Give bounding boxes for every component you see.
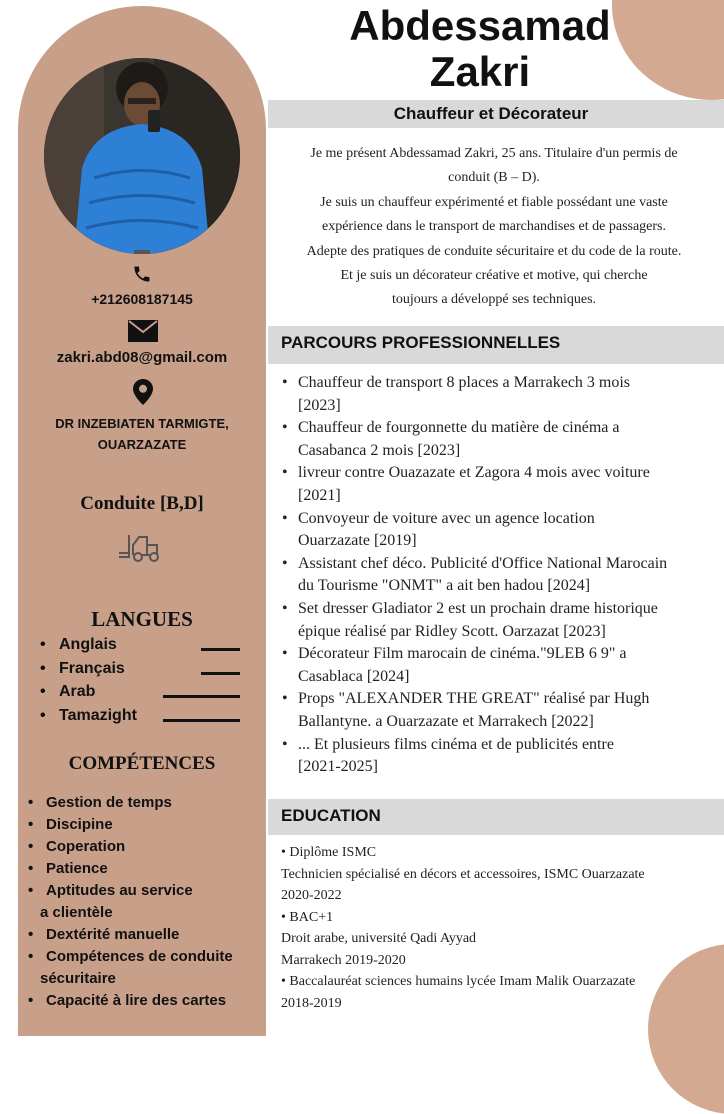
bullet: • [28,816,34,833]
language-item [40,636,260,660]
driving-license: Conduite [B,D] [80,493,204,514]
about-line: Adepte des pratiques de conduite sécuritaire et du code de la route. [306,243,682,259]
bullet: • [282,509,288,527]
experience-line: Chauffeur de fourgonnette du matière de cinéma a [298,419,620,437]
bullet: • [40,636,46,653]
bullet: • [28,926,34,943]
language-item [40,660,260,684]
job-title-bar [268,100,724,128]
bullet: • [282,554,288,572]
language-name: Tamazight [59,706,137,724]
experience-item [282,372,712,417]
bullet: • [282,735,288,753]
education-line: 2020-2022 [281,888,342,903]
language-item [40,683,260,707]
experience-item [282,643,712,688]
skill-item-continued: sécuritaire [40,970,116,987]
education-line: 2018-2019 [281,995,342,1011]
skill-item [28,880,262,902]
language-level-bar [163,719,240,722]
experience-line: Casabanca 2 mois [2023] [298,441,461,459]
bullet: • [282,464,288,482]
skill-item-continued: a clientèle [40,904,113,921]
about-line: Et je suis un décorateur créative et motive, qui cherche [340,268,648,284]
experience-line: Ballantyne. a Ouarzazate et Marrakech [2022] [298,712,594,730]
about-line: toujours a développé ses techniques. [391,292,597,308]
language-item [40,707,260,731]
language-name: Anglais [59,636,117,653]
languages-title: LANGUES [91,607,193,631]
bullet: • [282,374,288,391]
experience-line: [2021-2025] [298,758,378,776]
education-title: EDUCATION [281,806,381,825]
language-name: Arab [59,683,96,700]
experience-line: du Tourisme "ONMT" a ait ben hadou [2024] [298,577,591,595]
skill-item [28,814,262,836]
education-list [281,842,712,1014]
about-section [272,142,716,313]
bullet: • [282,690,288,708]
address-line-1: DR INZEBIATEN TARMIGTE, [55,416,229,431]
education-header-bar [268,799,724,835]
experience-title: PARCOURS PROFESSIONNELLES [281,333,561,352]
skill-item [28,924,262,946]
experience-line: Casablaca [2024] [298,667,410,685]
bullet: • [28,794,34,811]
forklift-icon [116,530,166,564]
bullet: • [28,838,34,855]
bullet: • [40,659,46,677]
experience-line: Set dresser Gladiator 2 est un prochain drame historique [298,599,658,617]
skill-text: Aptitudes au service [46,882,193,899]
about-line: expérience dans le transport de marchandises et de passagers. [321,219,667,235]
experience-item [282,734,712,779]
about-line: Je me présent Abdessamad Zakri, 25 ans. Titulaire d'un permis de [310,146,678,161]
skills-title: COMPÉTENCES [68,753,216,774]
education-line: Marrakech 2019-2020 [281,952,406,968]
education-line: • Baccalauréat sciences humains lycée Imam Malik Ouarzazate [281,974,636,989]
profile-photo [44,58,240,254]
bullet: • [28,948,34,965]
bullet: • [28,992,34,1009]
experience-item [282,508,712,553]
skills-list [28,792,262,1012]
bullet: • [40,706,46,724]
experience-item [282,462,712,507]
phone-icon [130,262,154,286]
bullet: • [282,599,288,617]
language-level-bar [201,672,240,675]
bullet: • [282,645,288,663]
bullet: • [28,860,34,877]
skill-text: Patience [46,860,108,877]
skill-text: Capacité à lire des cartes [46,992,227,1009]
last-name: Zakri [429,48,531,95]
experience-line: épique réalisé par Ridley Scott. Oarzazat [2023] [298,622,606,640]
experience-item [282,598,712,643]
experience-line: Ouarzazate [2019] [298,532,417,550]
education-line: • Diplôme ISMC [281,845,377,860]
skill-text: Dextérité manuelle [46,926,180,943]
language-level-bar [163,695,240,698]
experience-line: livreur contre Ouazazate et Zagora 4 mois avec voiture [298,464,650,482]
education-line: Technicien spécialisé en décors et accessoires, ISMC Ouarzazate [281,866,645,882]
skill-item [28,836,262,858]
skill-text: Coperation [46,838,126,855]
envelope-icon [127,319,159,343]
skill-item [28,946,262,968]
skill-item [28,990,262,1012]
language-level-bar [201,648,240,651]
about-line: conduit (B – D). [448,170,540,186]
experience-list [282,372,712,779]
bullet: • [28,882,34,899]
experience-line: Chauffeur de transport 8 places a Marrakech 3 mois [298,374,631,391]
bullet: • [282,419,288,437]
bullet: • [40,683,46,700]
experience-item [282,417,712,462]
address-line-2: OUARZAZATE [97,437,187,452]
experience-line: ... Et plusieurs films cinéma et de publicités entre [298,735,614,753]
experience-line: Convoyeur de voiture avec un agence location [298,509,595,527]
about-line: Je suis un chauffeur expérimenté et fiable possédant une vaste [320,194,668,210]
education-line: • BAC+1 [281,909,334,925]
location-pin-icon [132,378,154,406]
job-title: Chauffeur et Décorateur [393,104,589,123]
skill-text: Gestion de temps [46,794,172,811]
experience-line: Assistant chef déco. Publicité d'Office National Marocain [298,554,668,572]
experience-line: Décorateur Film marocain de cinéma."9LEB 6 9" a [298,645,627,663]
skill-item [28,792,262,814]
experience-header-bar [268,326,724,364]
skill-item [28,858,262,880]
first-name: Abdessamad [349,2,611,49]
skill-text: Compétences de conduite [46,948,233,965]
experience-line: Props "ALEXANDER THE GREAT" réalisé par Hugh [298,690,650,708]
languages-list [40,636,260,730]
experience-line: [2021] [298,486,341,504]
education-line: Droit arabe, université Qadi Ayyad [281,931,477,946]
email-address: zakri.abd08@gmail.com [56,349,228,366]
experience-line: [2023] [298,396,341,414]
skill-text: Discipine [46,816,113,833]
phone-number: +212608187145 [91,291,193,307]
experience-item [282,688,712,733]
experience-item [282,553,712,598]
language-name: Français [59,659,125,677]
